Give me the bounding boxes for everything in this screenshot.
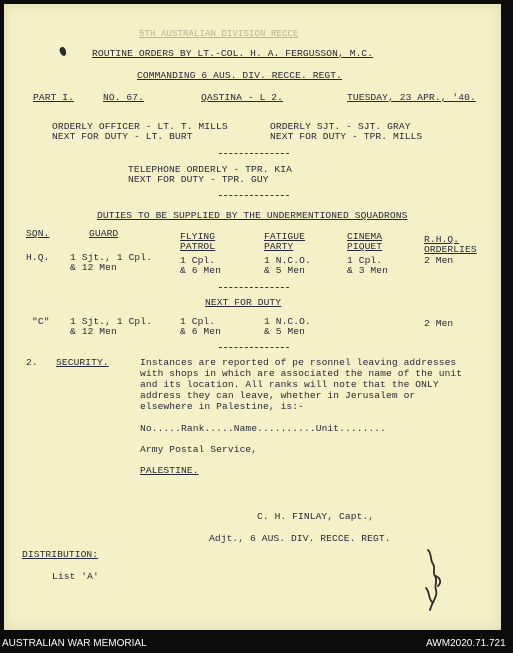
col-cinema-1: CINEMA <box>347 231 383 242</box>
divider <box>219 287 289 288</box>
row-c-guard-1: 1 Sjt., 1 Cpl. <box>70 316 153 327</box>
orderly-officer: ORDERLY OFFICER - LT. T. MILLS <box>52 121 228 132</box>
row-c-flying-1: 1 Cpl. <box>180 316 216 327</box>
page-title: ROUTINE ORDERS BY LT.-COL. H. A. FERGUSSON, M.C. <box>92 48 374 59</box>
security-line-4: address they can leave, whether in Jerusalem or <box>140 390 416 401</box>
distribution-label: DISTRIBUTION: <box>22 549 99 560</box>
row-hq-fatigue-1: 1 N.C.O. <box>264 255 311 266</box>
security-line-1: Instances are reported of pe rsonnel leaving addresses <box>140 357 457 368</box>
row-c-fatigue-1: 1 N.C.O. <box>264 316 311 327</box>
order-number: NO. 67. <box>103 92 145 103</box>
signatory-name: C. H. FINLAY, Capt., <box>257 511 375 522</box>
security-line-5: elsewhere in Palestine, is:- <box>140 401 305 412</box>
row-hq-flying-2: & 6 Men <box>180 265 222 276</box>
row-c-rhq: 2 Men <box>424 318 454 329</box>
orderly-sjt: ORDERLY SJT. - SJT. GRAY <box>270 121 411 132</box>
next-telephone: NEXT FOR DUTY - TPR. GUY <box>128 174 269 185</box>
col-rhq-2: ORDERLIES <box>424 244 477 255</box>
next-officer: NEXT FOR DUTY - LT. BURT <box>52 131 193 142</box>
col-rhq-1: R.H.Q. <box>424 234 460 245</box>
signatory-role: Adjt., 6 AUS. DIV. RECCE. REGT. <box>209 533 391 544</box>
divider <box>219 153 289 154</box>
divider <box>219 195 289 196</box>
row-c-fatigue-2: & 5 Men <box>264 326 306 337</box>
next-sjt: NEXT FOR DUTY - TPR. MILLS <box>270 131 423 142</box>
squadrons-heading: DUTIES TO BE SUPPLIED BY THE UNDERMENTIONED SQUADRONS <box>97 210 408 221</box>
header-top-line: 5TH AUSTRALIAN DIVISION RECCE <box>139 29 299 39</box>
footer-accession: AWM2020.71.721 <box>426 638 506 649</box>
row-hq-rhq: 2 Men <box>424 255 454 266</box>
row-hq-cinema-2: & 3 Men <box>347 265 389 276</box>
col-fatigue-1: FATIGUE <box>264 231 306 242</box>
army-postal-service: Army Postal Service, <box>140 444 258 455</box>
row-hq-fatigue-2: & 5 Men <box>264 265 306 276</box>
date-label: TUESDAY, 23 APR., '40. <box>347 92 476 103</box>
row-c-guard-2: & 12 Men <box>70 326 117 337</box>
distribution-list: List 'A' <box>52 571 99 582</box>
row-hq-guard-1: 1 Sjt., 1 Cpl. <box>70 252 153 263</box>
security-label: SECURITY. <box>56 357 109 368</box>
col-guard: GUARD <box>89 228 119 239</box>
row-c-sqn: "C" <box>32 316 50 327</box>
col-cinema-2: PIQUET <box>347 241 383 252</box>
row-hq-sqn: H.Q. <box>26 252 50 263</box>
row-hq-guard-2: & 12 Men <box>70 262 117 273</box>
col-fatigue-2: PARTY <box>264 241 294 252</box>
place-label: QASTINA - L 2. <box>201 92 284 103</box>
telephone-orderly: TELEPHONE ORDERLY - TPR. KIA <box>128 164 293 175</box>
page-subtitle: COMMANDING 6 AUS. DIV. RECCE. REGT. <box>137 70 343 81</box>
col-sqn: SQN. <box>26 228 50 239</box>
part-label: PART I. <box>33 92 75 103</box>
col-flying-2: PATROL <box>180 241 216 252</box>
next-for-duty-heading: NEXT FOR DUTY <box>205 297 282 308</box>
address-form-line: No.....Rank.....Name..........Unit........ <box>140 423 387 434</box>
punch-hole-mark <box>58 46 67 57</box>
document-page <box>4 4 501 630</box>
col-flying-1: FLYING <box>180 231 216 242</box>
handwritten-mark <box>418 548 454 618</box>
row-hq-flying-1: 1 Cpl. <box>180 255 216 266</box>
security-line-2: with shops in which are associated the name of the unit <box>140 368 463 379</box>
row-c-flying-2: & 6 Men <box>180 326 222 337</box>
footer-institution: AUSTRALIAN WAR MEMORIAL <box>2 638 147 649</box>
divider <box>219 347 289 348</box>
palestine-label: PALESTINE. <box>140 465 199 476</box>
security-line-3: and its location. All ranks will note that the ONLY <box>140 379 439 390</box>
row-hq-cinema-1: 1 Cpl. <box>347 255 383 266</box>
security-number: 2. <box>26 357 38 368</box>
